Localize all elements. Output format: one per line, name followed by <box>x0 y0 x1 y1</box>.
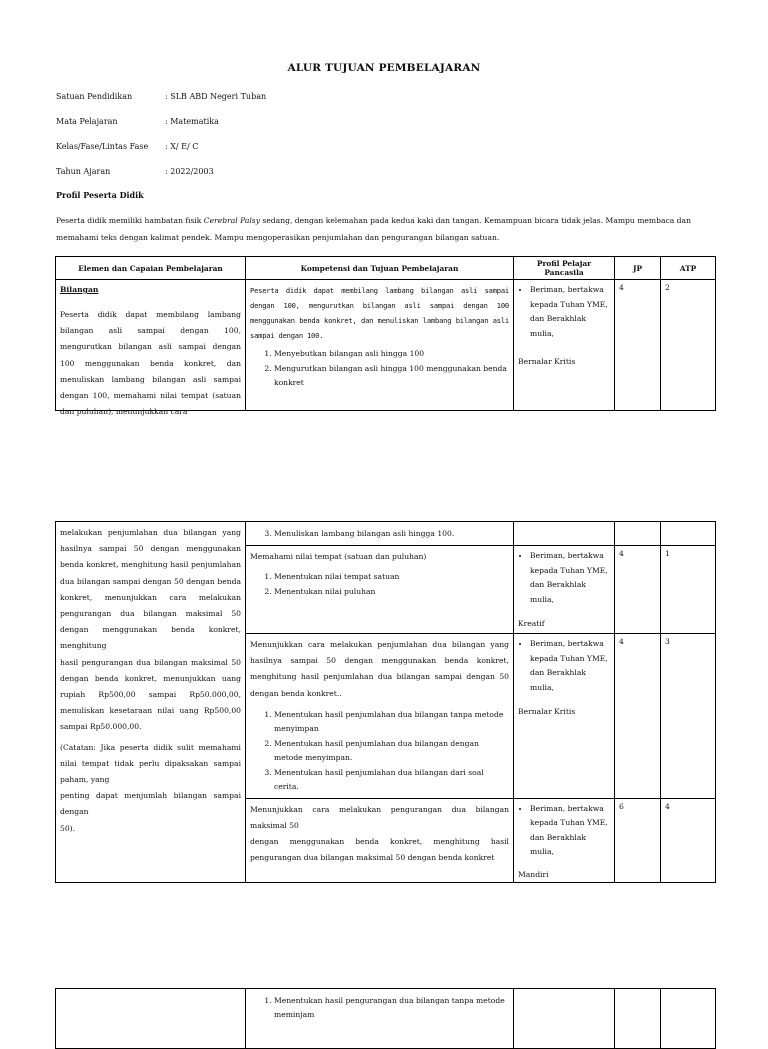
elemen-note: (Catatan: Jika peserta didik sulit memahami nilai tempat tidak perlu dipaksakan sampai paham, yang <box>60 742 241 785</box>
cell-kompetensi <box>246 989 514 1049</box>
cell-atp: 2 <box>661 280 716 411</box>
header-elemen: Elemen dan Capaian Pembelajaran <box>56 257 246 280</box>
profil-text: Peserta didik memiliki hambatan fisik <box>56 216 204 225</box>
meta-value: : 2022/2003 <box>165 167 214 176</box>
cell-elemen <box>56 989 246 1049</box>
header-atp: ATP <box>661 257 716 280</box>
list-item: • Beriman, bertakwa kepada Tuhan YME, dan Berakhlak mulia, <box>530 549 610 607</box>
list-item: • Beriman, bertakwa kepada Tuhan YME, dan Berakhlak mulia, <box>530 802 610 860</box>
header-profil: Profil Pelajar Pancasila <box>514 257 615 280</box>
meta-key: Mata Pelajaran <box>56 117 118 126</box>
cell-atp <box>661 522 716 546</box>
cell-profil <box>514 280 615 411</box>
list-item: 3. Menentukan hasil penjumlahan dua bilangan dari soal cerita. <box>274 766 509 794</box>
profil-paragraph <box>56 212 716 246</box>
list-item: 1. Menentukan nilai tempat satuan <box>274 570 509 584</box>
cell-jp <box>615 989 661 1049</box>
tujuan-list <box>250 527 509 541</box>
list-item: 2. Menentukan hasil penjumlahan dua bilangan dengan metode menyimpan. <box>274 737 509 765</box>
profil-list <box>518 283 610 341</box>
elemen-note-2: penting dapat menjumlah bilangan sampai dengan <box>60 791 241 817</box>
tujuan-list <box>250 708 509 794</box>
list-item: 2. Menentukan nilai puluhan <box>274 585 509 599</box>
meta-value: : SLB ABD Negeri Tuban <box>165 92 267 101</box>
tujuan-list <box>250 994 509 1022</box>
profil-extra: Bernalar Kritis <box>518 707 576 716</box>
atp-table-page3 <box>55 988 716 1049</box>
header-kompetensi: Kompetensi dan Tujuan Pembelajaran <box>246 257 514 280</box>
kompetensi-text: Memahami nilai tempat (satuan dan puluhan) <box>250 552 427 561</box>
list-item: 1. Menentukan hasil pengurangan dua bilangan tanpa metode meminjam <box>274 994 509 1022</box>
elemen-title: Bilangan <box>60 285 99 294</box>
meta-value: : Matematika <box>165 117 219 126</box>
table-row <box>56 522 716 546</box>
profil-list <box>518 802 610 860</box>
cell-elemen <box>56 522 246 883</box>
cell-atp: 4 <box>661 798 716 882</box>
cell-atp <box>661 989 716 1049</box>
cell-atp: 3 <box>661 634 716 799</box>
profil-list <box>518 549 610 607</box>
list-item: 3. Menuliskan lambang bilangan asli hingga 100. <box>274 527 509 541</box>
meta-value: : X/ E/ C <box>165 142 199 151</box>
elemen-text: Peserta didik dapat membilang lambang bilangan asli sampai dengan 100, mengurutkan bilangan asli sampai dengan 100 menggunakan benda konkret, dan menuliskan lambang bilangan asli sampai dengan 100, memahami nilai tempat (satuan dan puluhan), menunjukkan cara <box>60 310 241 417</box>
cell-profil <box>514 522 615 546</box>
atp-table-page1 <box>55 256 716 417</box>
cell-profil <box>514 546 615 634</box>
list-item: • Beriman, bertakwa kepada Tuhan YME, dan Berakhlak mulia, <box>530 637 610 695</box>
cell-kompetensi <box>246 798 514 882</box>
tujuan-list <box>250 347 509 390</box>
cell-kompetensi <box>246 522 514 546</box>
kompetensi-text-1: Menunjukkan cara melakukan pengurangan dua bilangan maksimal 50 <box>250 804 509 831</box>
meta-key: Satuan Pendidikan <box>56 92 133 101</box>
profil-extra: Kreatif <box>518 619 545 628</box>
table-row <box>56 280 716 411</box>
elemen-text-2: hasil pengurangan dua bilangan maksimal 50 dengan benda konkret, menunjukkan uang rupiah Rp500,00 sampai Rp50.000,00, menuliskan kesetaraan nilai uang Rp500,00 sampai Rp50.000,00. <box>60 657 241 732</box>
profil-text: sedang, dengan kelemahan pada kedua kaki dan tangan. Kemampuan bicara tidak jelas. Mampu membaca dan memahami teks dengan kalimat pendek. Mampu mengoperasikan penjumlahan dan pengurangan bilangan satuan. <box>56 216 691 242</box>
cell-jp <box>615 522 661 546</box>
profil-extra: Mandiri <box>518 869 549 879</box>
header-jp: JP <box>615 257 661 280</box>
table-row <box>56 989 716 1049</box>
cell-profil <box>514 989 615 1049</box>
cell-jp: 6 <box>615 798 661 882</box>
kompetensi-text-2: dengan menggunakan benda konkret, menghitung hasil pengurangan dua bilangan maksimal 50 dengan benda konkret <box>250 837 509 863</box>
meta-key: Kelas/Fase/Lintas Fase <box>56 142 149 151</box>
cell-kompetensi <box>246 634 514 799</box>
kompetensi-text: Menunjukkan cara melakukan penjumlahan dua bilangan yang hasilnya sampai 50 dengan menggunakan benda konkret, menghitung hasil penjumlahan dua bilangan sampai dengan 50 dengan benda konkret.. <box>250 640 509 698</box>
document-title: ALUR TUJUAN PEMBELAJARAN <box>287 62 481 74</box>
cell-profil <box>514 798 615 882</box>
kompetensi-text: Peserta didik dapat membilang lambang bilangan asli sampai dengan 100, mengurutkan bilangan asli sampai dengan 100 menggunakan benda konkret, dan menuliskan lambang bilangan asli sampai dengan 100. <box>250 286 509 340</box>
cell-atp: 1 <box>661 546 716 634</box>
elemen-note-3: 50). <box>60 823 76 833</box>
cell-profil <box>514 634 615 799</box>
profil-heading: Profil Peserta Didik <box>56 190 144 200</box>
atp-table-page2 <box>55 521 716 883</box>
list-item: 2. Mengurutkan bilangan asli hingga 100 menggunakan benda konkret <box>274 362 509 390</box>
cell-kompetensi <box>246 280 514 411</box>
profil-extra: Bernalar Kritis <box>518 357 576 366</box>
cell-jp: 4 <box>615 546 661 634</box>
tujuan-list <box>250 570 509 599</box>
table-header-row <box>56 257 716 280</box>
profil-list <box>518 637 610 695</box>
cell-elemen <box>56 280 246 417</box>
meta-key: Tahun Ajaran <box>56 167 111 176</box>
profil-italic: Cerebral Palsy <box>203 216 260 225</box>
cell-jp: 4 <box>615 280 661 411</box>
list-item: 1. Menyebutkan bilangan asli hingga 100 <box>274 347 509 361</box>
cell-kompetensi <box>246 546 514 634</box>
list-item: • Beriman, bertakwa kepada Tuhan YME, dan Berakhlak mulia, <box>530 283 610 341</box>
elemen-text: melakukan penjumlahan dua bilangan yang hasilnya sampai 50 dengan menggunakan benda konkret, menghitung hasil penjumlahan dua bilangan sampai dengan 50 dengan benda konkret, menunjukkan cara melakukan pengurangan dua bilangan maksimal 50 dengan menggunakan benda konkret, menghitung <box>60 528 241 651</box>
cell-jp: 4 <box>615 634 661 799</box>
list-item: 1. Menentukan hasil penjumlahan dua bilangan tanpa metode menyimpan <box>274 708 509 736</box>
